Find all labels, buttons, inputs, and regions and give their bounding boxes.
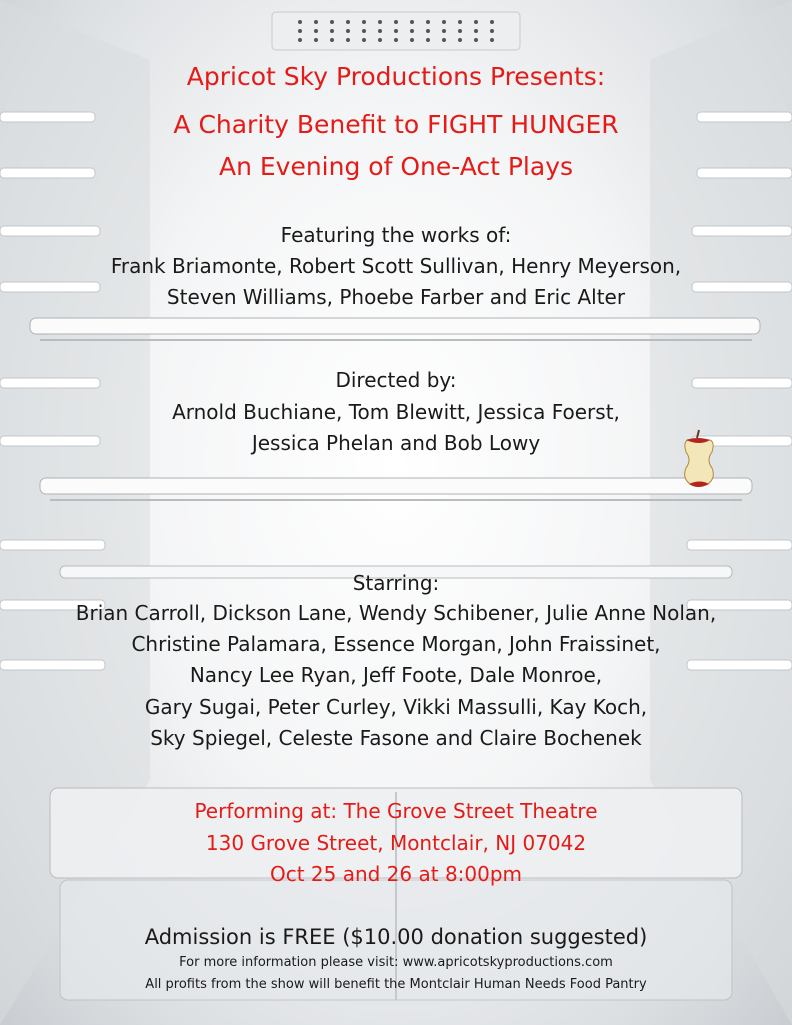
performing-dates: Oct 25 and 26 at 8:00pm	[269, 862, 523, 886]
cast-line-5: Sky Spiegel, Celeste Fasone and Claire Bochenek	[150, 726, 642, 750]
starring-heading: Starring:	[352, 571, 440, 595]
cast-line-2: Christine Palamara, Essence Morgan, John Fraissinet,	[131, 632, 661, 656]
directors-line-1: Arnold Buchiane, Tom Blewitt, Jessica Foerst,	[172, 400, 620, 424]
directors-line-2: Jessica Phelan and Bob Lowy	[251, 431, 541, 455]
header-event-title: A Charity Benefit to FIGHT HUNGER	[173, 110, 619, 139]
more-info-text: For more information please visit: www.apricotskyproductions.com	[179, 955, 613, 970]
performing-venue: Performing at: The Grove Street Theatre	[194, 799, 598, 823]
featuring-authors-line-2: Steven Williams, Phoebe Farber and Eric Alter	[166, 285, 626, 309]
directed-heading: Directed by:	[335, 368, 457, 392]
featuring-authors-line-1: Frank Briamonte, Robert Scott Sullivan, Henry Meyerson,	[110, 254, 682, 278]
header-presenter: Apricot Sky Productions Presents:	[186, 62, 606, 91]
admission-text: Admission is FREE ($10.00 donation suggested)	[144, 925, 648, 949]
header-subtitle: An Evening of One-Act Plays	[218, 152, 574, 181]
profits-text: All profits from the show will benefit the Montclair Human Needs Food Pantry	[145, 977, 647, 992]
cast-line-4: Gary Sugai, Peter Curley, Vikki Massulli, Kay Koch,	[144, 695, 648, 719]
cast-line-1: Brian Carroll, Dickson Lane, Wendy Schibener, Julie Anne Nolan,	[75, 601, 717, 625]
cast-line-3: Nancy Lee Ryan, Jeff Foote, Dale Monroe,	[189, 663, 603, 687]
performing-address: 130 Grove Street, Montclair, NJ 07042	[205, 831, 587, 855]
vent-grille	[272, 12, 520, 50]
featuring-heading: Featuring the works of:	[280, 223, 512, 247]
